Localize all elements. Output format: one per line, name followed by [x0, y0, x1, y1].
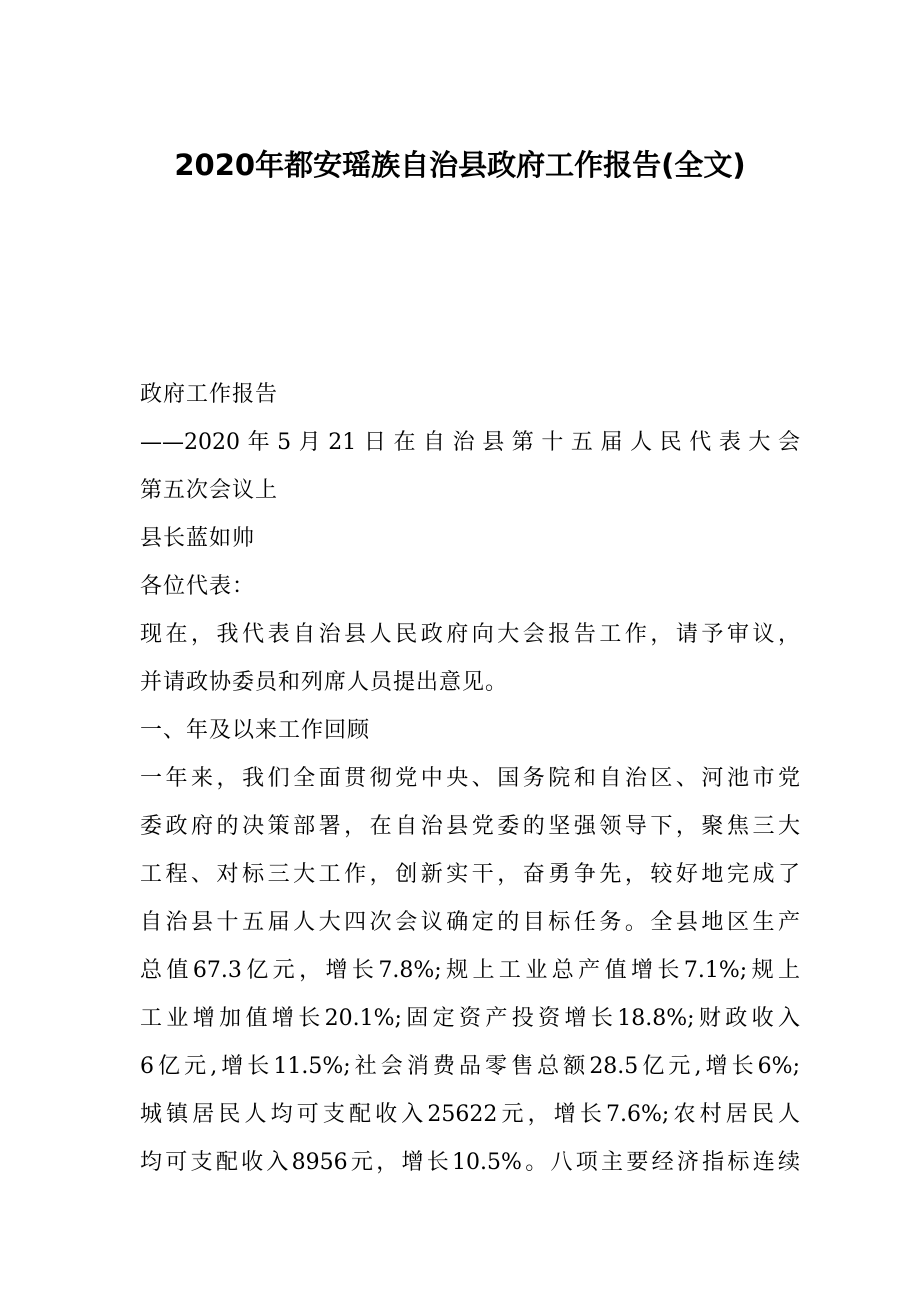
line-speaker: 县长蓝如帅 [140, 526, 256, 551]
line-session-cont: 第五次会议上 [140, 478, 279, 503]
document-title: 2020年都安瑶族自治县政府工作报告(全文) [174, 148, 746, 182]
paragraph-line: 城镇居民人均可支配收入25622元，增长7.6%;农村居民人 [140, 1102, 800, 1127]
paragraph-line: 一年来，我们全面贯彻党中央、国务院和自治区、河池市党 [140, 766, 800, 791]
paragraph-line: 现在，我代表自治县人民政府向大会报告工作，请予审议， [140, 622, 800, 647]
line-report-heading: 政府工作报告 [140, 382, 279, 407]
paragraph-line: 6亿元,增长11.5%;社会消费品零售总额28.5亿元,增长6%; [140, 1054, 800, 1079]
document-body [140, 371, 800, 1187]
paragraph-line: 工业增加值增长20.1%;固定资产投资增长18.8%;财政收入 [140, 1006, 800, 1031]
section-heading: 一、年及以来工作回顾 [140, 718, 371, 743]
paragraph-line: 工程、对标三大工作，创新实干，奋勇争先，较好地完成了 [140, 862, 800, 887]
line-date-session: ——2020年5月21日在自治县第十五届人民代表大会 [140, 430, 800, 455]
line-salutation: 各位代表： [140, 574, 256, 599]
paragraph-line: 并请政协委员和列席人员提出意见。 [140, 670, 509, 695]
paragraph-line: 均可支配收入8956元，增长10.5%。八项主要经济指标连续 [140, 1150, 800, 1175]
paragraph-line: 自治县十五届人大四次会议确定的目标任务。全县地区生产 [140, 910, 800, 935]
paragraph-line: 总值67.3亿元，增长7.8%;规上工业总产值增长7.1%;规上 [140, 958, 800, 983]
paragraph-line: 委政府的决策部署，在自治县党委的坚强领导下，聚焦三大 [140, 814, 800, 839]
